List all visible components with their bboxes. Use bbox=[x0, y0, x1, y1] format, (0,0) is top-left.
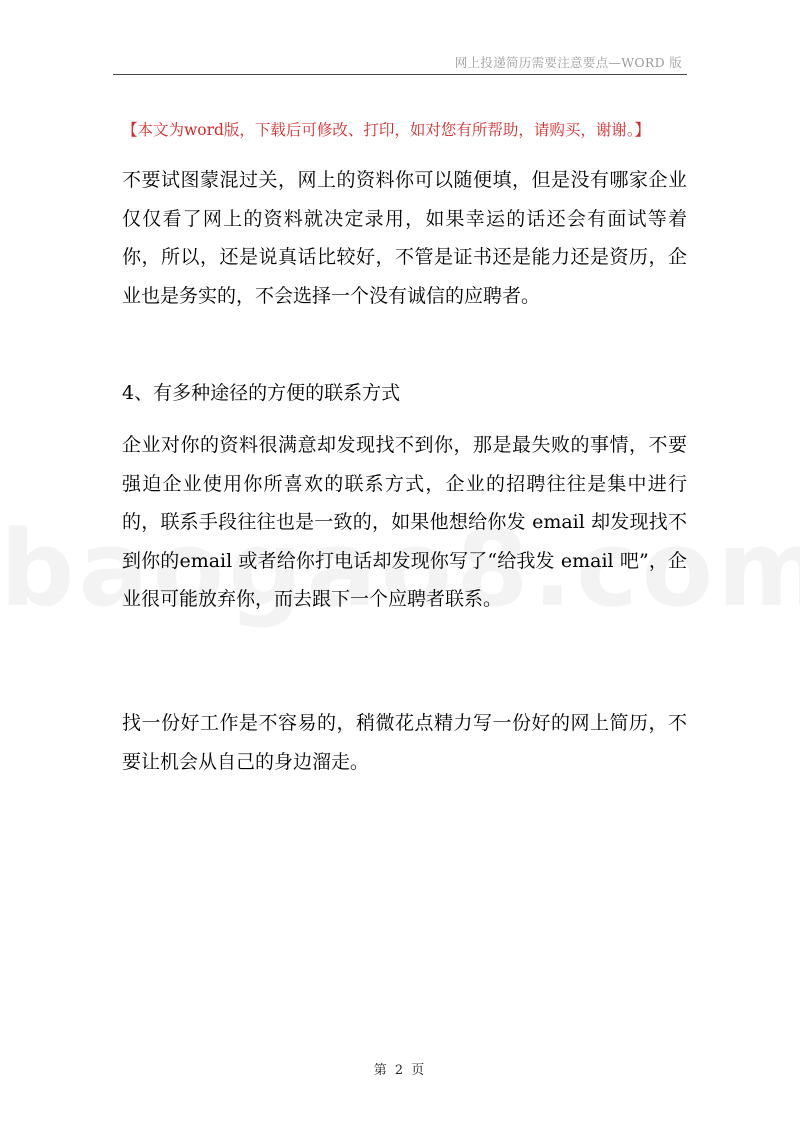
purchase-notice: 【本文为word版，下载后可修改、打印，如对您有所帮助，请购买，谢谢。】 bbox=[122, 121, 651, 139]
header-divider bbox=[113, 74, 687, 75]
paragraph-contact-methods: 企业对你的资料很满意却发现找不到你，那是最失败的事情，不要强迫企业使用你所喜欢的联系方式，企业的招聘往往是集中进行的，联系手段往往也是一致的，如果他想给你发 email 却发现找不到你的email 或者给你打电话却发现你写了“给我发 email 吧”，企业很可能放弃你，而去跟下一个应聘者联系。 bbox=[122, 434, 687, 610]
paragraph-conclusion: 找一份好工作是不容易的，稍微花点精力写一份好的网上简历，不要让机会从自己的身边溜走。 bbox=[122, 712, 687, 773]
document-header-title: 网上投递简历需要注意要点—WORD 版 bbox=[454, 55, 682, 70]
page-number: 第 2 页 bbox=[373, 1063, 427, 1078]
section-heading-contact: 4、有多种途径的方便的联系方式 bbox=[122, 382, 401, 404]
paragraph-honesty: 不要试图蒙混过关，网上的资料你可以随便填，但是没有哪家企业仅仅看了网上的资料就决定录用，如果幸运的话还会有面试等着你，所以，还是说真话比较好，不管是证书还是能力还是资历，企业也是务实的，不会选择一个没有诚信的应聘者。 bbox=[122, 169, 687, 307]
watermark bbox=[0, 508, 800, 630]
